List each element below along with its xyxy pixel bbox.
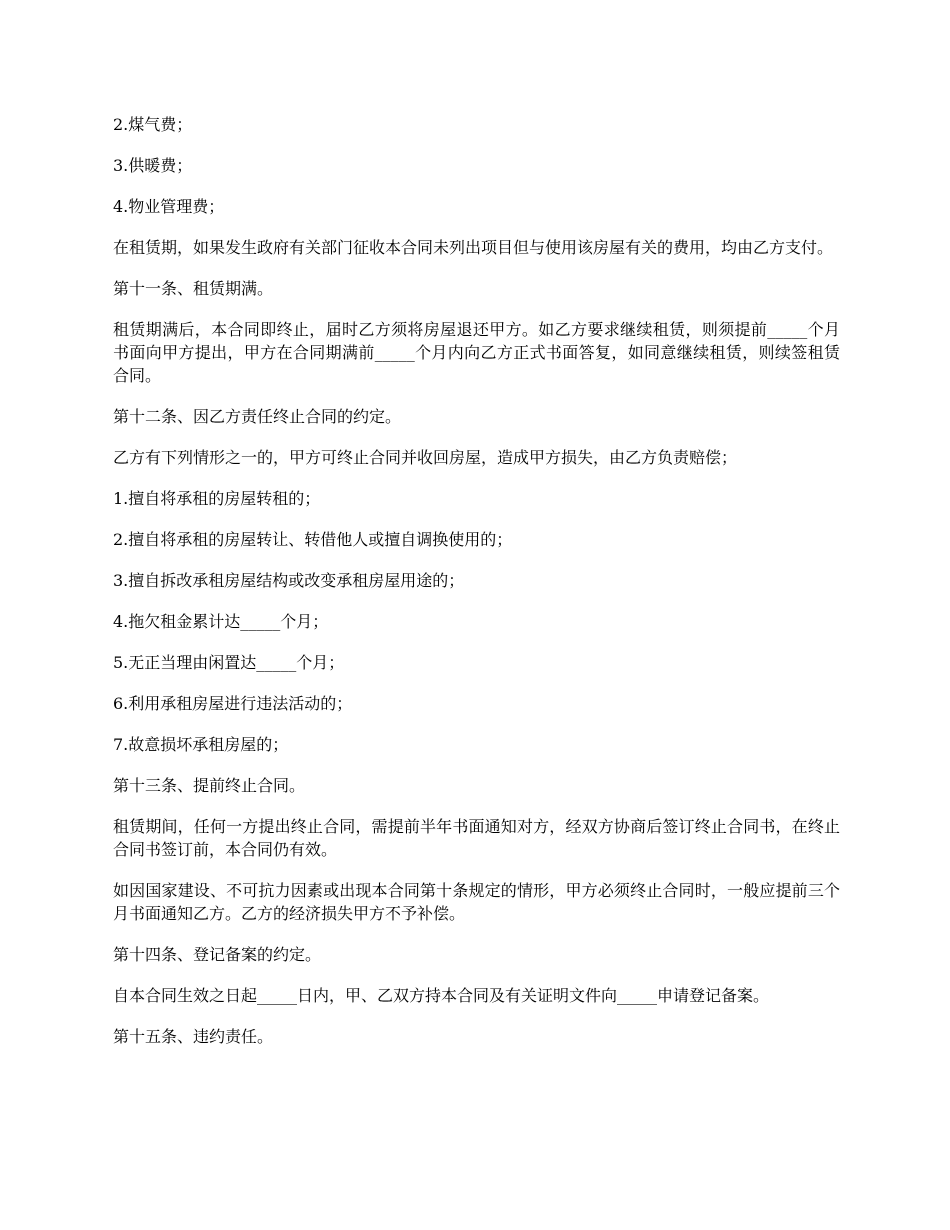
heading-article-12: 第十二条、因乙方责任终止合同的约定。 [113,407,402,426]
paragraph-early-termination: 租赁期间，任何一方提出终止合同，需提前半年书面通知对方，经双方协商后签订终止合同书，在终止合同书签订前，本合同仍有效。 [113,817,840,859]
list-item-transfer: 2.擅自将承租的房屋转让、转借他人或擅自调换使用的； [113,530,513,549]
item-property-fee: 4.物业管理费； [113,197,225,216]
document-body [113,113,840,1066]
paragraph-registration: 自本合同生效之日起_____日内，甲、乙双方持本合同及有关证明文件向_____申请登记备案。 [113,986,770,1005]
heading-article-11: 第十一条、租赁期满。 [113,279,274,298]
paragraph-force-majeure: 如因国家建设、不可抗力因素或出现本合同第十条规定的情形，甲方必须终止合同时，一般应提前三个月书面通知乙方。乙方的经济损失甲方不予补偿。 [113,881,840,923]
list-item-damage: 7.故意损坏承租房屋的； [113,735,289,754]
item-heating-fee: 3.供暖费； [113,156,193,175]
list-item-idle: 5.无正当理由闲置达_____个月； [113,653,345,672]
list-item-rent-arrears: 4.拖欠租金累计达_____个月； [113,612,329,631]
heading-article-15: 第十五条、违约责任。 [113,1027,274,1046]
paragraph-other-fees: 在租赁期，如果发生政府有关部门征收本合同未列出项目但与使用该房屋有关的费用，均由乙方支付。 [113,238,834,257]
paragraph-lease-expiry: 租赁期满后，本合同即终止，届时乙方须将房屋退还甲方。如乙方要求继续租赁，则须提前_____个月书面向甲方提出，甲方在合同期满前_____个月内向乙方正式书面答复，如同意继续租赁，则续签租赁合同。 [113,320,840,385]
list-item-illegal-use: 6.利用承租房屋进行违法活动的； [113,694,353,713]
list-item-sublet: 1.擅自将承租的房屋转租的； [113,489,321,508]
heading-article-13: 第十三条、提前终止合同。 [113,776,306,795]
heading-article-14: 第十四条、登记备案的约定。 [113,945,322,964]
list-item-alteration: 3.擅自拆改承租房屋结构或改变承租房屋用途的； [113,571,465,590]
paragraph-termination-conditions: 乙方有下列情形之一的，甲方可终止合同并收回房屋，造成甲方损失，由乙方负责赔偿； [113,448,738,467]
item-gas-fee: 2.煤气费； [113,115,193,134]
